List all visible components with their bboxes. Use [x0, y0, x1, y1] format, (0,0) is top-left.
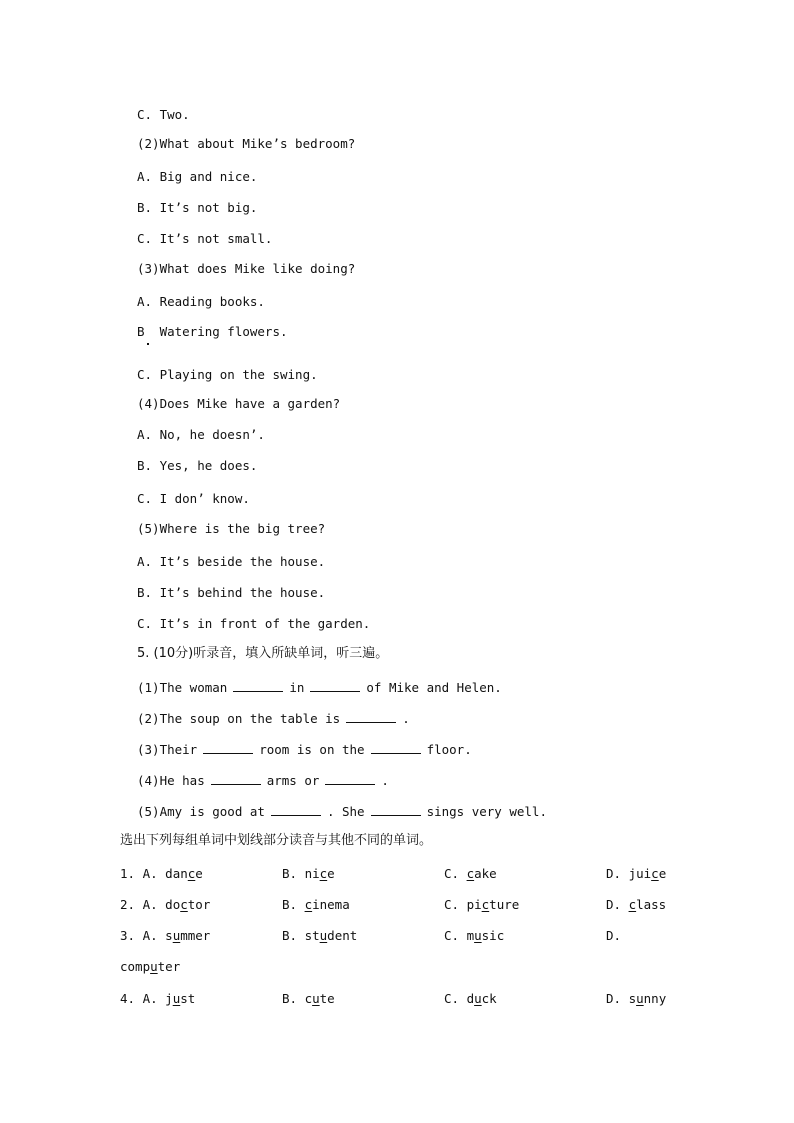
underlined-letters: c: [628, 897, 637, 912]
sentence-text: of Mike and Helen.: [366, 680, 502, 695]
word-part: D.: [606, 928, 622, 943]
answer-blank[interactable]: [211, 772, 261, 785]
word-part: e: [195, 866, 203, 881]
row-number: 2. A.: [120, 897, 158, 912]
word-part: comp: [120, 959, 151, 974]
phonics-row-1-a: [120, 866, 203, 882]
underlined-letters: u: [172, 928, 181, 943]
underlined-letters: c: [187, 866, 196, 881]
sentence-text: (2)The soup on the table is: [137, 711, 341, 726]
underlined-letters: c: [651, 866, 659, 881]
word-part: D. s: [606, 991, 637, 1006]
word-part: inema: [312, 897, 350, 912]
phonics-row-3-c: [444, 928, 504, 944]
sentence-text: room is on the: [259, 742, 365, 757]
q3-option-b: B Watering flowers.: [137, 324, 288, 339]
phonics-row-4-c: [444, 991, 497, 1007]
sentence-text: (1)The woman: [137, 680, 228, 695]
underlined-letters: u: [636, 991, 644, 1006]
underlined-letters: u: [172, 991, 181, 1006]
underlined-letters: u: [474, 928, 482, 943]
question-2: (2)What about Mike’s bedroom?: [137, 136, 356, 151]
phonics-row-2-b: [282, 897, 350, 913]
word-part: C. pi: [444, 897, 482, 912]
answer-blank[interactable]: [233, 679, 283, 692]
row-number: 3. A.: [120, 928, 158, 943]
underlined-letters: u: [319, 928, 328, 943]
underlined-letters: c: [304, 897, 313, 912]
section-5-title: 5. (10分)听录音，填入所缺单词，听三遍。: [137, 646, 389, 661]
question-5: (5)Where is the big tree?: [137, 521, 326, 536]
word-part: st: [180, 991, 196, 1006]
phonics-row-3-a: [120, 928, 210, 944]
answer-blank[interactable]: [371, 741, 421, 754]
phonics-title: 选出下列每组单词中划线部分读音与其他不同的单词。: [120, 833, 433, 848]
word-part: ter: [157, 959, 181, 974]
sentence-text: in: [289, 680, 305, 695]
word-part: ture: [489, 897, 520, 912]
word-part: sic: [481, 928, 505, 943]
sentence-text: .: [402, 711, 410, 726]
word-part: j: [165, 991, 173, 1006]
sentence-text: .: [381, 773, 389, 788]
sentence-text: (4)He has: [137, 773, 205, 788]
q2-option-b: B. It’s not big.: [137, 200, 258, 215]
sentence-text: (3)Their: [137, 742, 198, 757]
q2-option-c: C. It’s not small.: [137, 231, 273, 246]
sentence-text: floor.: [426, 742, 472, 757]
q4-option-a: A. No, he doesn’.: [137, 427, 265, 442]
q1-option-c: C. Two.: [137, 107, 190, 122]
stray-dot: [147, 343, 149, 345]
word-part: B. ni: [282, 866, 320, 881]
underlined-letters: c: [481, 897, 490, 912]
phonics-row-4-b: [282, 991, 335, 1007]
phonics-row-2-d: [606, 897, 666, 913]
fill-sentence-4: [137, 772, 389, 789]
word-part: e: [658, 866, 667, 881]
q2-option-a: A. Big and nice.: [137, 169, 258, 184]
answer-blank[interactable]: [371, 803, 421, 816]
fill-sentence-1: [137, 679, 502, 696]
underlined-letters: u: [474, 991, 482, 1006]
fill-sentence-5: [137, 803, 547, 820]
word-part: tor: [187, 897, 211, 912]
underlined-letters: u: [312, 991, 320, 1006]
phonics-row-3-b: [282, 928, 357, 944]
answer-blank[interactable]: [271, 803, 321, 816]
q5-option-c: C. It’s in front of the garden.: [137, 616, 371, 631]
sentence-text: sings very well.: [426, 804, 547, 819]
phonics-row-2-c: [444, 897, 519, 913]
underlined-letters: c: [466, 866, 475, 881]
q3-option-a: A. Reading books.: [137, 294, 265, 309]
word-part: mmer: [180, 928, 211, 943]
word-part: dan: [165, 866, 188, 881]
word-part: B.: [282, 897, 305, 912]
phonics-row-1-d: [606, 866, 666, 882]
answer-blank[interactable]: [310, 679, 360, 692]
q5-option-a: A. It’s beside the house.: [137, 554, 326, 569]
word-part: s: [165, 928, 173, 943]
phonics-row-1-b: [282, 866, 335, 882]
phonics-row-4-a: [120, 991, 195, 1007]
fill-sentence-2: [137, 710, 410, 727]
word-part: do: [165, 897, 181, 912]
phonics-row-1-c: [444, 866, 497, 882]
question-4: (4)Does Mike have a garden?: [137, 396, 341, 411]
word-part: dent: [327, 928, 358, 943]
phonics-row-2-a: [120, 897, 210, 913]
sentence-text: (5)Amy is good at: [137, 804, 265, 819]
word-part: e: [327, 866, 335, 881]
q3-option-c: C. Playing on the swing.: [137, 367, 318, 382]
q4-option-b: B. Yes, he does.: [137, 458, 258, 473]
sentence-text: arms or: [266, 773, 320, 788]
word-part: C.: [444, 866, 467, 881]
word-part: nny: [643, 991, 667, 1006]
word-part: te: [319, 991, 335, 1006]
word-part: C. d: [444, 991, 475, 1006]
question-3: (3)What does Mike like doing?: [137, 261, 356, 276]
q5-option-b: B. It’s behind the house.: [137, 585, 326, 600]
underlined-letters: c: [319, 866, 328, 881]
answer-blank[interactable]: [346, 710, 396, 723]
word-part: D. jui: [606, 866, 652, 881]
word-part: D.: [606, 897, 629, 912]
word-part: ake: [474, 866, 497, 881]
word-part: B. c: [282, 991, 313, 1006]
phonics-row-4-d: [606, 991, 666, 1007]
answer-blank[interactable]: [203, 741, 253, 754]
row-number: 4. A.: [120, 991, 158, 1006]
underlined-letters: u: [150, 959, 158, 974]
fill-sentence-3: [137, 741, 472, 758]
phonics-row-3-d: [606, 928, 621, 944]
word-part: B. st: [282, 928, 320, 943]
row-number: 1. A.: [120, 866, 158, 881]
word-part: lass: [636, 897, 667, 912]
answer-blank[interactable]: [325, 772, 375, 785]
phonics-row-3-d-wrap: [120, 959, 180, 975]
q4-option-c: C. I don’ know.: [137, 491, 250, 506]
underlined-letters: c: [180, 897, 188, 912]
word-part: C. m: [444, 928, 475, 943]
word-part: ck: [481, 991, 497, 1006]
sentence-text: . She: [326, 804, 365, 819]
